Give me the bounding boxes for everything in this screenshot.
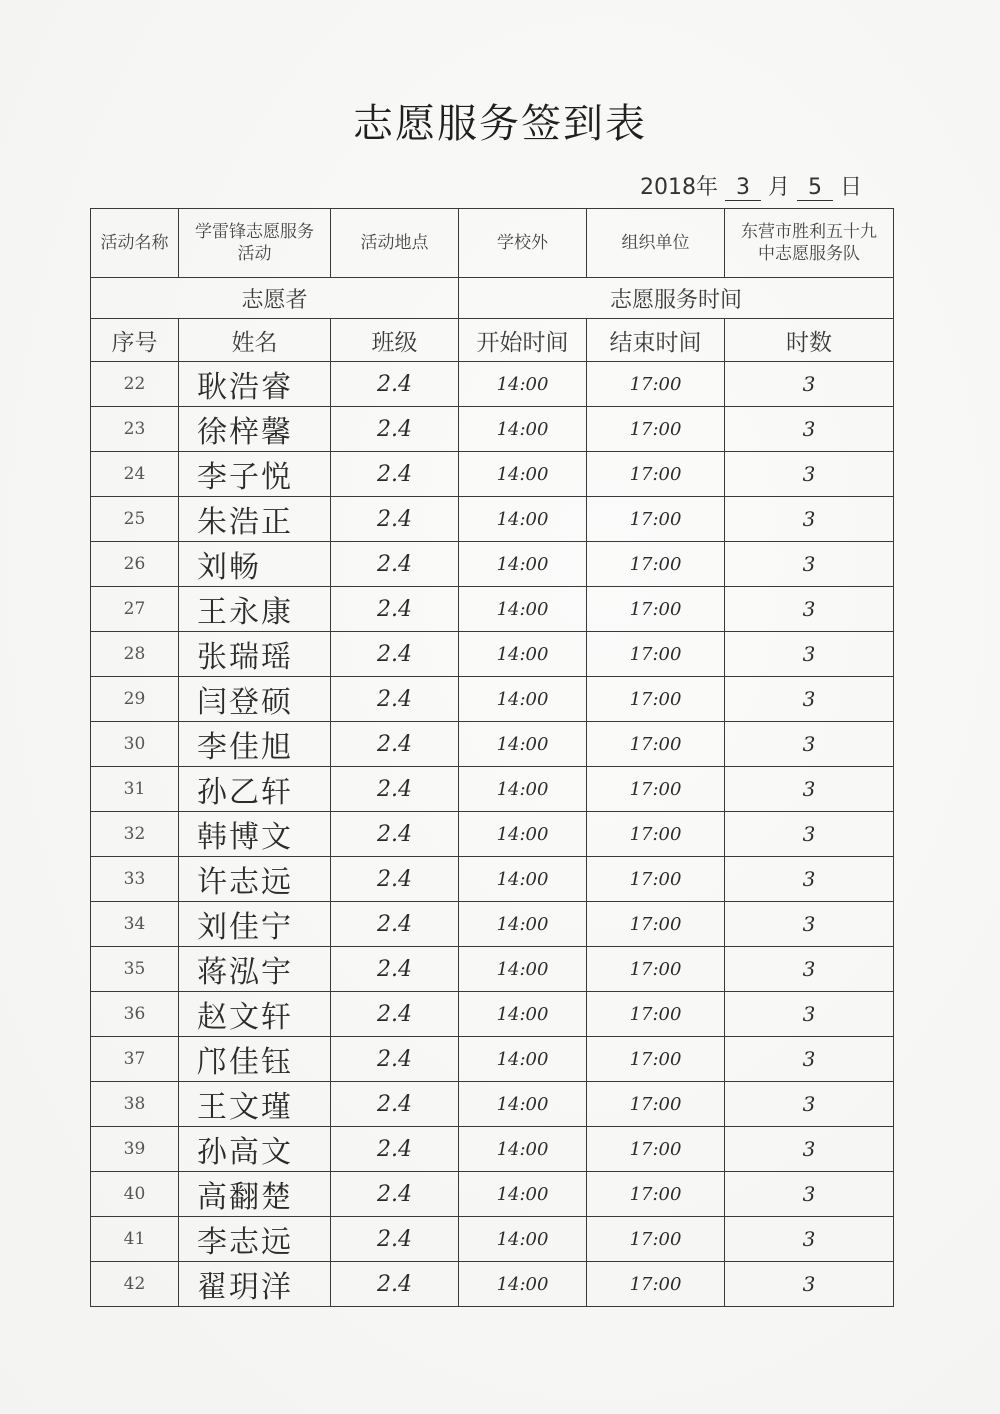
- start-time: 14:00: [459, 992, 587, 1037]
- hours-value: 3: [725, 452, 894, 497]
- row-number: 33: [91, 857, 179, 902]
- end-time: 17:00: [587, 1217, 725, 1262]
- volunteer-name: 李志远: [179, 1217, 331, 1262]
- class-value: 2.4: [331, 1262, 459, 1307]
- volunteer-name: 耿浩睿: [179, 362, 331, 407]
- col-header-name: 姓名: [179, 319, 331, 362]
- volunteer-name: 许志远: [179, 857, 331, 902]
- end-time: 17:00: [587, 542, 725, 587]
- end-time: 17:00: [587, 677, 725, 722]
- end-time: 17:00: [587, 722, 725, 767]
- table-body: [91, 362, 894, 1307]
- col-header-hours: 时数: [725, 319, 894, 362]
- info-row: [91, 209, 894, 278]
- start-time: 14:00: [459, 1262, 587, 1307]
- end-time: 17:00: [587, 902, 725, 947]
- table-row: [91, 1037, 894, 1082]
- volunteer-name: 刘佳宁: [179, 902, 331, 947]
- start-time: 14:00: [459, 362, 587, 407]
- start-time: 14:00: [459, 407, 587, 452]
- row-number: 27: [91, 587, 179, 632]
- class-value: 2.4: [331, 362, 459, 407]
- end-time: 17:00: [587, 407, 725, 452]
- hours-value: 3: [725, 1082, 894, 1127]
- volunteer-name: 赵文轩: [179, 992, 331, 1037]
- table-row: [91, 542, 894, 587]
- class-value: 2.4: [331, 947, 459, 992]
- col-header-class: 班级: [331, 319, 459, 362]
- table-row: [91, 1127, 894, 1172]
- row-number: 22: [91, 362, 179, 407]
- hours-value: 3: [725, 902, 894, 947]
- start-time: 14:00: [459, 587, 587, 632]
- end-time: 17:00: [587, 632, 725, 677]
- table-row: [91, 1082, 894, 1127]
- signin-table: [90, 208, 894, 1307]
- row-number: 42: [91, 1262, 179, 1307]
- hours-value: 3: [725, 1217, 894, 1262]
- hours-value: 3: [725, 947, 894, 992]
- start-time: 14:00: [459, 1037, 587, 1082]
- class-value: 2.4: [331, 767, 459, 812]
- table-row: [91, 452, 894, 497]
- row-number: 30: [91, 722, 179, 767]
- class-value: 2.4: [331, 677, 459, 722]
- end-time: 17:00: [587, 362, 725, 407]
- row-number: 29: [91, 677, 179, 722]
- hours-value: 3: [725, 587, 894, 632]
- class-value: 2.4: [331, 812, 459, 857]
- end-time: 17:00: [587, 1037, 725, 1082]
- table-row: [91, 632, 894, 677]
- class-value: 2.4: [331, 857, 459, 902]
- date-month-label: 月: [768, 175, 791, 200]
- end-time: 17:00: [587, 452, 725, 497]
- volunteer-name: 刘畅: [179, 542, 331, 587]
- volunteer-name: 孙乙轩: [179, 767, 331, 812]
- volunteer-name: 王永康: [179, 587, 331, 632]
- location-label: 活动地点: [331, 209, 459, 278]
- volunteer-name: 王文瑾: [179, 1082, 331, 1127]
- col-header-start: 开始时间: [459, 319, 587, 362]
- start-time: 14:00: [459, 452, 587, 497]
- hours-value: 3: [725, 407, 894, 452]
- table-row: [91, 1217, 894, 1262]
- start-time: 14:00: [459, 632, 587, 677]
- row-number: 23: [91, 407, 179, 452]
- col-header-no: 序号: [91, 319, 179, 362]
- class-value: 2.4: [331, 587, 459, 632]
- hours-value: 3: [725, 677, 894, 722]
- start-time: 14:00: [459, 1217, 587, 1262]
- hours-value: 3: [725, 812, 894, 857]
- table-row: [91, 1262, 894, 1307]
- volunteer-name: 李子悦: [179, 452, 331, 497]
- end-time: 17:00: [587, 1082, 725, 1127]
- table-row: [91, 497, 894, 542]
- signin-table-wrapper: [90, 208, 893, 1307]
- table-row: [91, 947, 894, 992]
- start-time: 14:00: [459, 812, 587, 857]
- start-time: 14:00: [459, 542, 587, 587]
- table-row: [91, 992, 894, 1037]
- hours-value: 3: [725, 1127, 894, 1172]
- hours-value: 3: [725, 362, 894, 407]
- start-time: 14:00: [459, 1082, 587, 1127]
- end-time: 17:00: [587, 587, 725, 632]
- row-number: 41: [91, 1217, 179, 1262]
- class-value: 2.4: [331, 902, 459, 947]
- row-number: 25: [91, 497, 179, 542]
- start-time: 14:00: [459, 857, 587, 902]
- row-number: 26: [91, 542, 179, 587]
- organizer-label: 组织单位: [587, 209, 725, 278]
- end-time: 17:00: [587, 497, 725, 542]
- volunteer-name: 翟玥洋: [179, 1262, 331, 1307]
- class-value: 2.4: [331, 1082, 459, 1127]
- class-value: 2.4: [331, 1127, 459, 1172]
- organizer-value: 东营市胜利五十九中志愿服务队: [725, 209, 894, 278]
- volunteer-name: 孙高文: [179, 1127, 331, 1172]
- row-number: 37: [91, 1037, 179, 1082]
- row-number: 32: [91, 812, 179, 857]
- end-time: 17:00: [587, 812, 725, 857]
- start-time: 14:00: [459, 902, 587, 947]
- table-row: [91, 407, 894, 452]
- class-value: 2.4: [331, 722, 459, 767]
- end-time: 17:00: [587, 1262, 725, 1307]
- table-row: [91, 587, 894, 632]
- date-month: 3: [725, 175, 761, 201]
- class-value: 2.4: [331, 1172, 459, 1217]
- end-time: 17:00: [587, 857, 725, 902]
- hours-value: 3: [725, 542, 894, 587]
- volunteer-name: 闫登硕: [179, 677, 331, 722]
- row-number: 35: [91, 947, 179, 992]
- date-day-label: 日: [840, 175, 863, 200]
- end-time: 17:00: [587, 1172, 725, 1217]
- date-day: 5: [797, 175, 833, 201]
- start-time: 14:00: [459, 497, 587, 542]
- volunteer-name: 高翻楚: [179, 1172, 331, 1217]
- row-number: 38: [91, 1082, 179, 1127]
- row-number: 36: [91, 992, 179, 1037]
- hours-value: 3: [725, 1262, 894, 1307]
- table-row: [91, 677, 894, 722]
- section-row: [91, 278, 894, 319]
- hours-value: 3: [725, 857, 894, 902]
- activity-name-label: 活动名称: [91, 209, 179, 278]
- hours-value: 3: [725, 722, 894, 767]
- hours-value: 3: [725, 1172, 894, 1217]
- date-year: 2018年: [640, 175, 718, 200]
- volunteer-name: 张瑞瑶: [179, 632, 331, 677]
- table-row: [91, 722, 894, 767]
- class-value: 2.4: [331, 1217, 459, 1262]
- volunteer-name: 邝佳钰: [179, 1037, 331, 1082]
- volunteer-name: 朱浩正: [179, 497, 331, 542]
- start-time: 14:00: [459, 677, 587, 722]
- table-row: [91, 1172, 894, 1217]
- table-row: [91, 812, 894, 857]
- table-row: [91, 767, 894, 812]
- class-value: 2.4: [331, 542, 459, 587]
- start-time: 14:00: [459, 1172, 587, 1217]
- section-volunteer: 志愿者: [91, 278, 459, 319]
- class-value: 2.4: [331, 497, 459, 542]
- row-number: 34: [91, 902, 179, 947]
- class-value: 2.4: [331, 1037, 459, 1082]
- row-number: 28: [91, 632, 179, 677]
- row-number: 31: [91, 767, 179, 812]
- class-value: 2.4: [331, 632, 459, 677]
- hours-value: 3: [725, 1037, 894, 1082]
- volunteer-name: 韩博文: [179, 812, 331, 857]
- start-time: 14:00: [459, 767, 587, 812]
- table-row: [91, 362, 894, 407]
- start-time: 14:00: [459, 1127, 587, 1172]
- end-time: 17:00: [587, 992, 725, 1037]
- class-value: 2.4: [331, 992, 459, 1037]
- form-title: 志愿服务签到表: [353, 101, 647, 147]
- start-time: 14:00: [459, 722, 587, 767]
- class-value: 2.4: [331, 407, 459, 452]
- location-value: 学校外: [459, 209, 587, 278]
- start-time: 14:00: [459, 947, 587, 992]
- end-time: 17:00: [587, 767, 725, 812]
- col-header-end: 结束时间: [587, 319, 725, 362]
- class-value: 2.4: [331, 452, 459, 497]
- row-number: 39: [91, 1127, 179, 1172]
- hours-value: 3: [725, 992, 894, 1037]
- end-time: 17:00: [587, 1127, 725, 1172]
- table-row: [91, 857, 894, 902]
- row-number: 24: [91, 452, 179, 497]
- volunteer-name: 蒋泓宇: [179, 947, 331, 992]
- row-number: 40: [91, 1172, 179, 1217]
- end-time: 17:00: [587, 947, 725, 992]
- column-header-row: [91, 319, 894, 362]
- form-date: [640, 170, 862, 201]
- section-service-time: 志愿服务时间: [459, 278, 894, 319]
- hours-value: 3: [725, 497, 894, 542]
- hours-value: 3: [725, 632, 894, 677]
- volunteer-name: 徐梓馨: [179, 407, 331, 452]
- volunteer-name: 李佳旭: [179, 722, 331, 767]
- activity-name-value: 学雷锋志愿服务活动: [179, 209, 331, 278]
- hours-value: 3: [725, 767, 894, 812]
- table-row: [91, 902, 894, 947]
